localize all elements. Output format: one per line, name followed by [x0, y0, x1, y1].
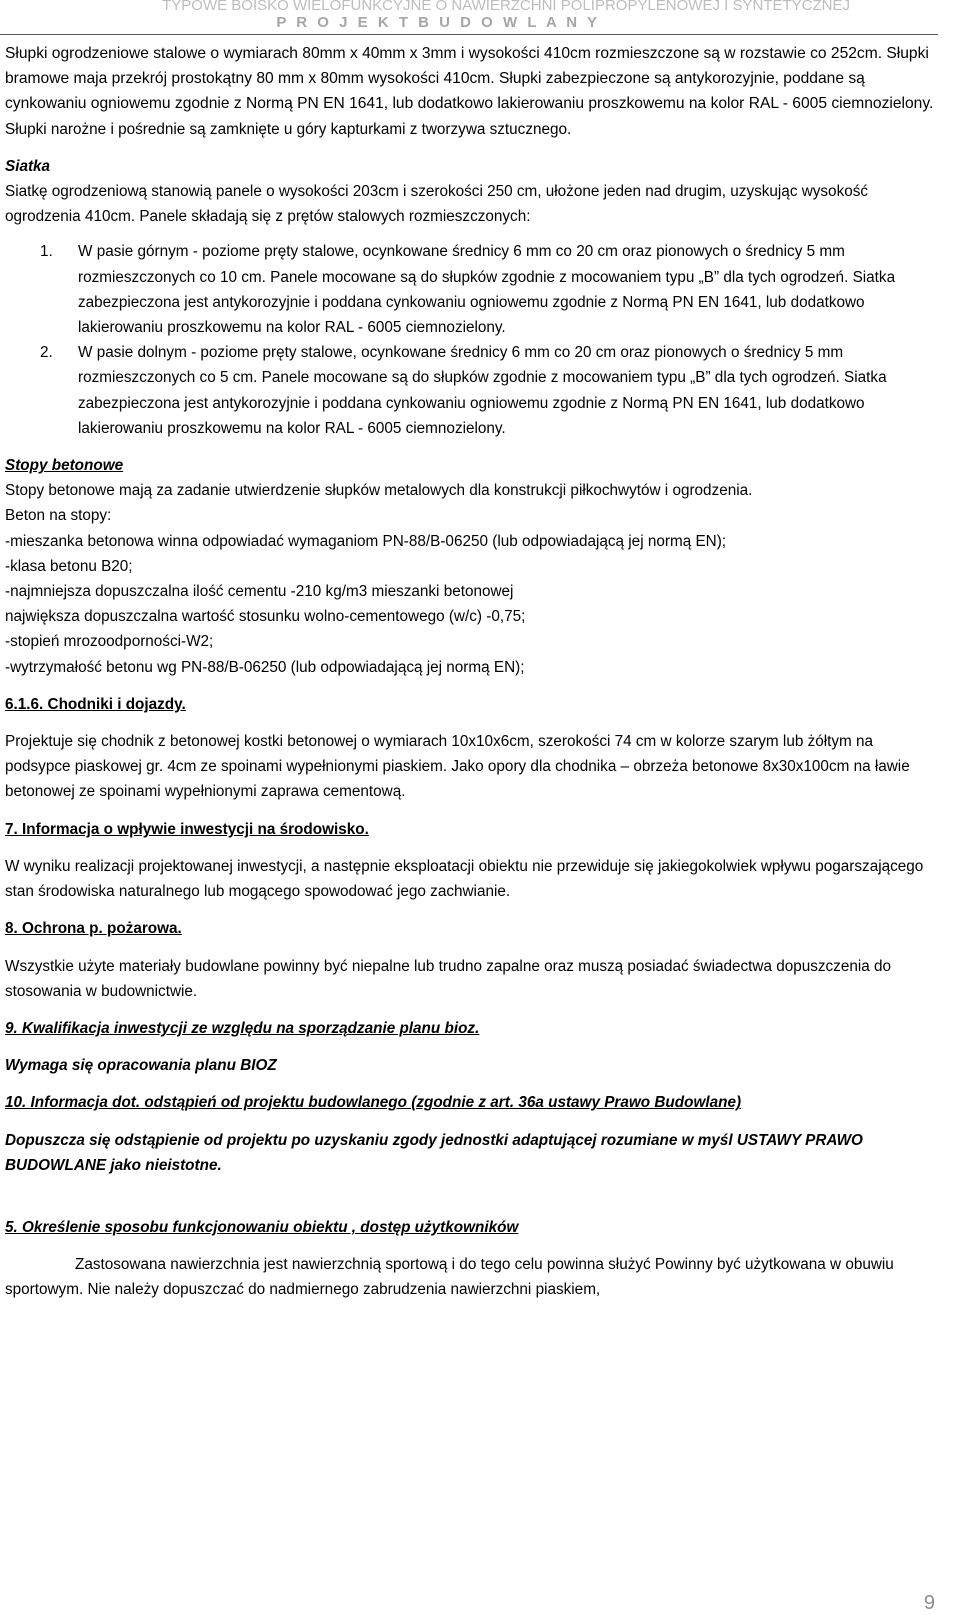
intro-paragraph: Słupki ogrodzeniowe stalowe o wymiarach 80mm x 40mm x 3mm i wysokości 410cm rozmieszczone są w rozstawie co 252cm. Słupki bramowe maja przekrój prostokątny 80 mm x 80mm wysokości 410cm. Słupki zabezpieczone są antykorozyjnie, poddane są cynkowaniu ogniowemu zgodnie z Normą PN EN 1641, lub dodatkowo lakierowaniu proszkowemu na kolor RAL - 6005 ciemnozielony.: [5, 45, 934, 113]
ppoz-paragraph: Wszystkie użyte materiały budowlane powinny być niepalne lub trudno zapalne oraz muszą posiadać świadectwa dopuszczenia do stosowania w budownictwie.: [5, 957, 892, 1000]
spacer: [5, 1116, 935, 1128]
spacer: [5, 1203, 935, 1215]
siatka-list: [5, 239, 935, 441]
list-item-text: W pasie dolnym - poziome pręty stalowe, ocynkowane średnicy 6 mm co 20 cm oraz pionowych o średnicy 5 mm rozmieszczonych co 5 cm. Panele mocowane są do słupków zgodnie z mocowaniem typu „B” dla tych ogrodzeń. Siatka zabezpieczona jest antykorozyjnie i poddana cynkowaniu ogniowemu zgodnie z Normą PN EN 1641, lub dodatkowo lakierowaniu proszkowemu na kolor RAL - 6005 ciemnozielony.: [78, 344, 887, 437]
section-heading-chodniki: 6.1.6. Chodniki i dojazdy.: [5, 695, 186, 713]
section-heading-siatka: Siatka: [5, 157, 51, 175]
spacer: [5, 1240, 935, 1252]
page-header: [0, 0, 938, 35]
stopy-line: Beton na stopy:: [5, 507, 112, 525]
document-body: [5, 41, 935, 1303]
section-heading-ppoz: 8. Ochrona p. pożarowa.: [5, 920, 182, 938]
section-heading-funkcja: 5. Określenie sposobu funkcjonowaniu obiektu , dostęp użytkowników: [5, 1218, 519, 1236]
spacer: [5, 1178, 935, 1203]
stopy-line: -stopień mrozoodporności-W2;: [5, 633, 214, 651]
spacer: [5, 842, 935, 854]
section-heading-odstepstwa: 10. Informacja dot. odstąpień od projektu budowlanego (zgodnie z art. 36a ustawy Prawo Budowlane): [5, 1094, 742, 1112]
list-item: [5, 340, 935, 441]
list-item-text: W pasie górnym - poziome pręty stalowe, ocynkowane średnicy 6 mm co 20 cm oraz pionowych o średnicy 5 mm rozmieszczonych co 10 cm. Panele mocowane są do słupków zgodnie z mocowaniem typu „B” dla tych ogrodzeń. Siatka zabezpieczona jest antykorozyjnie i poddana cynkowaniu ogniowemu zgodnie z Normą PN EN 1641, lub dodatkowo lakierowaniu proszkowemu na kolor RAL - 6005 ciemnozielony.: [78, 243, 896, 337]
list-item-number: 1.: [40, 243, 53, 261]
list-item: [5, 239, 935, 340]
stopy-line: -najmniejsza dopuszczalna ilość cementu -210 kg/m3 mieszanki betonowej: [5, 583, 514, 601]
header-subtitle: P R O J E K T B U D O W L A N Y: [276, 14, 600, 31]
section-heading-bioz: 9. Kwalifikacja inwestycji ze względu na sporządzanie planu bioz.: [5, 1019, 480, 1037]
spacer: [5, 142, 935, 154]
section-heading-srodowisko: 7. Informacja o wpływie inwestycji na środowisko.: [5, 820, 369, 838]
stopy-line: największa dopuszczalna wartość stosunku wolno-cementowego (w/c) -0,75;: [5, 608, 526, 626]
page-number: 9: [923, 1592, 935, 1614]
stopy-line: -klasa betonu B20;: [5, 557, 133, 575]
bioz-paragraph: Wymaga się opracowania planu BIOZ: [5, 1057, 277, 1075]
header-title: TYPOWE BOISKO WIELOFUNKCYJNE O NAWIERZCHNI POLIPROPYLENOWEJ I SYNTETYCZNEJ: [162, 0, 850, 14]
spacer: [5, 680, 935, 692]
spacer: [5, 1078, 935, 1090]
spacer: [5, 717, 935, 729]
siatka-paragraph: Siatkę ogrodzeniową stanowią panele o wysokości 203cm i szerokości 250 cm, ułożone jeden nad drugim, uzyskując wysokość ogrodzenia 410cm. Panele składają się z prętów stalowych rozmieszczonych:: [5, 183, 869, 226]
srodowisko-paragraph: W wyniku realizacji projektowanej inwestycji, a następnie eksploatacji obiektu nie przewiduje się jakiegokolwiek wpływu pogarszającego stan środowiska naturalnego lub mogącego spowodować jego zachwianie.: [5, 857, 924, 901]
funkcja-paragraph: Zastosowana nawierzchnia jest nawierzchnią sportową i do tego celu powinna służyć Powinny być użytkowana w obuwiu sportowym. Nie należy dopuszczać do nadmiernego zabrudzenia nawierzchni piaskiem,: [5, 1256, 894, 1299]
spacer: [5, 904, 935, 916]
stopy-line: Stopy betonowe mają za zadanie utwierdzenie słupków metalowych dla konstrukcji piłkochwytów i ogrodzenia.: [5, 482, 753, 500]
intro-paragraph-2: Słupki narożne i pośrednie są zamknięte u góry kapturkami z tworzywa sztucznego.: [5, 120, 572, 138]
spacer: [5, 1004, 935, 1016]
stopy-line: -mieszanka betonowa winna odpowiadać wymaganiom PN-88/B-06250 (lub odpowiadającą jej normą EN);: [5, 532, 727, 550]
spacer: [5, 1041, 935, 1053]
section-heading-stopy: Stopy betonowe: [5, 457, 124, 475]
list-item-number: 2.: [40, 344, 53, 362]
stopy-line: -wytrzymałość betonu wg PN-88/B-06250 (lub odpowiadającą jej normą EN);: [5, 658, 525, 676]
odstepstwa-paragraph: Dopuszcza się odstąpienie od projektu po uzyskaniu zgody jednostki adaptującej rozumiane w myśl USTAWY PRAWO BUDOWLANE jako nieistotne.: [5, 1131, 863, 1174]
spacer: [5, 805, 935, 817]
chodniki-paragraph: Projektuje się chodnik z betonowej kostki betonowej o wymiarach 10x10x6cm, szerokości 74 cm w kolorze szarym lub żółtym na podsypce piaskowej gr. 4cm ze spoinami wypełnionymi piaskiem. Jako opory dla chodnika – obrzeża betonowe 8x30x100cm na ławie betonowej ze spoinami wypełnionymi zaprawa cementową.: [5, 733, 910, 801]
spacer: [5, 942, 935, 954]
